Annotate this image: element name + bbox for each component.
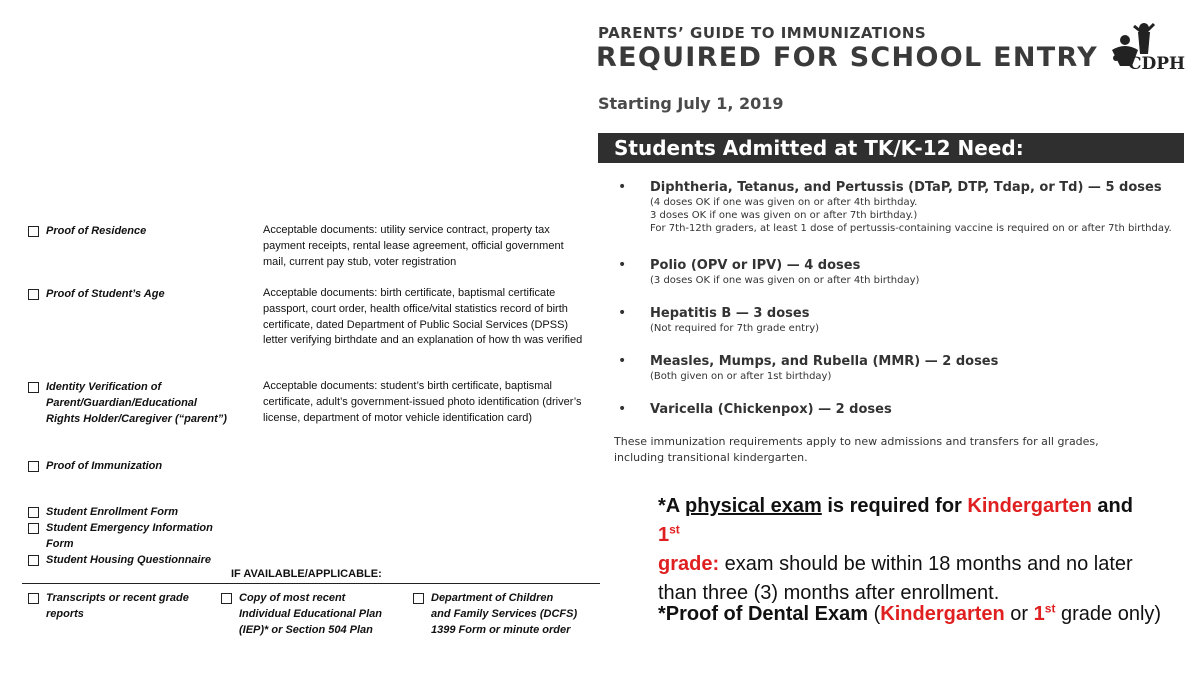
vaccine-note: (Both given on or after 1st birthday) bbox=[650, 371, 832, 382]
checkbox[interactable] bbox=[28, 593, 39, 604]
guide-title: REQUIRED FOR SCHOOL ENTRY bbox=[596, 42, 1098, 73]
guide-banner: Students Admitted at TK/K-12 Need: bbox=[598, 133, 1184, 163]
checkbox[interactable] bbox=[28, 382, 39, 393]
checklist-label: Proof of Immunization bbox=[46, 460, 163, 472]
grade-highlight: grade: bbox=[658, 553, 720, 575]
bullet-icon: • bbox=[618, 305, 627, 321]
vaccine-item bbox=[618, 257, 920, 287]
vaccine-name: Diphtheria, Tetanus, and Pertussis (DTaP, DTP, Tdap, or Td) — 5 doses bbox=[650, 180, 1162, 195]
logo-text: CDPH bbox=[1128, 54, 1186, 74]
checklist-label-line: Parent/Guardian/Educational bbox=[46, 397, 197, 409]
note-text: and bbox=[1091, 495, 1133, 517]
checkbox[interactable] bbox=[28, 461, 39, 472]
checklist-description: Acceptable documents: birth certificate, baptismal certificate passport, court order, health office/vital statistics record of birth certificate, dated Department of Public Social Services (DPSS) letter verifying birthdate and an explanation of how th was verified bbox=[263, 287, 583, 347]
checklist-label-line: Form bbox=[46, 538, 74, 550]
checklist-label-line: Copy of most recent bbox=[239, 592, 346, 604]
checklist-label-line: Individual Educational Plan bbox=[239, 608, 383, 620]
checklist-label: Student Housing Questionnaire bbox=[46, 554, 212, 566]
checkbox[interactable] bbox=[221, 593, 232, 604]
dental-exam-note bbox=[658, 600, 1161, 629]
bullet-icon: • bbox=[618, 353, 627, 369]
note-text: ( bbox=[868, 603, 881, 625]
vaccine-item bbox=[618, 305, 820, 335]
vaccine-name: Varicella (Chickenpox) — 2 doses bbox=[650, 402, 892, 417]
checkbox[interactable] bbox=[413, 593, 424, 604]
checkbox[interactable] bbox=[28, 555, 39, 566]
checklist-label-line: (IEP)* or Section 504 Plan bbox=[239, 624, 373, 636]
kindergarten-highlight: Kindergarten bbox=[880, 603, 1005, 625]
checklist-label: Proof of Residence bbox=[46, 225, 147, 237]
bullet-icon: • bbox=[618, 179, 627, 195]
note-text: or bbox=[1004, 603, 1034, 625]
vaccine-name: Measles, Mumps, and Rubella (MMR) — 2 doses bbox=[650, 354, 999, 369]
checklist-label: Student Enrollment Form bbox=[46, 506, 178, 518]
vaccine-name: Hepatitis B — 3 doses bbox=[650, 306, 810, 321]
checklist-label-line: Student Emergency Information bbox=[46, 522, 213, 534]
note-text: exam should be within 18 months and no later than three (3) months after enrollment. bbox=[658, 553, 1133, 604]
checkbox[interactable] bbox=[28, 289, 39, 300]
checklist-label-line: Identity Verification of bbox=[46, 381, 162, 393]
ordinal-suffix: st bbox=[669, 522, 680, 537]
checkbox[interactable] bbox=[28, 523, 39, 534]
note-text: grade only) bbox=[1055, 603, 1162, 625]
if-available-heading: IF AVAILABLE/APPLICABLE: bbox=[231, 568, 382, 580]
vaccine-item bbox=[618, 401, 892, 417]
vaccine-name: Polio (OPV or IPV) — 4 doses bbox=[650, 258, 861, 273]
checklist-label-line: 1399 Form or minute order bbox=[431, 624, 571, 636]
note-text: *A bbox=[658, 495, 686, 517]
requirements-note bbox=[614, 434, 1099, 466]
bullet-icon: • bbox=[618, 401, 627, 417]
bullet-icon: • bbox=[618, 257, 627, 273]
vaccine-note: (3 doses OK if one was given on or after 4th birthday) bbox=[650, 275, 920, 286]
divider bbox=[22, 583, 600, 584]
requirements-note-line: These immunization requirements apply to new admissions and transfers for all grades, bbox=[614, 435, 1099, 448]
vaccine-note: For 7th-12th graders, at least 1 dose of pertussis-containing vaccine is required on or after 7th birthday. bbox=[650, 223, 1172, 235]
checklist-label: Proof of Student’s Age bbox=[46, 288, 165, 300]
cdph-logo bbox=[1108, 20, 1184, 78]
ordinal-suffix: st bbox=[1044, 601, 1056, 616]
requirements-note-line: including transitional kindergarten. bbox=[614, 451, 808, 464]
physical-exam-note bbox=[658, 492, 1158, 608]
checkbox[interactable] bbox=[28, 507, 39, 518]
vaccine-item bbox=[618, 179, 1172, 236]
physical-exam-link-text: physical exam bbox=[685, 495, 822, 517]
vaccine-item bbox=[618, 353, 999, 383]
checklist-label-line: Rights Holder/Caregiver (“parent”) bbox=[46, 413, 227, 425]
note-text: *Proof of Dental Exam bbox=[658, 603, 869, 625]
guide-date: Starting July 1, 2019 bbox=[598, 94, 784, 113]
checklist-label-line: Transcripts or recent grade bbox=[46, 592, 189, 604]
checklist-label-line: and Family Services (DCFS) bbox=[431, 608, 578, 620]
kindergarten-highlight: Kindergarten bbox=[967, 495, 1092, 517]
guide-subtitle: PARENTS’ GUIDE TO IMMUNIZATIONS bbox=[598, 24, 927, 42]
vaccine-note: 3 doses OK if one was given on or after 7th birthday.) bbox=[650, 210, 918, 222]
checklist-label-line: reports bbox=[46, 608, 84, 620]
checkbox[interactable] bbox=[28, 226, 39, 237]
first-highlight: 1 bbox=[658, 524, 670, 546]
first-highlight: 1 bbox=[1033, 603, 1045, 625]
checklist-description: Acceptable documents: utility service contract, property tax payment receipts, rental lease agreement, official government mail, current pay stub, voter registration bbox=[263, 224, 564, 268]
note-text: is required for bbox=[821, 495, 968, 517]
vaccine-note: (Not required for 7th grade entry) bbox=[650, 323, 820, 334]
checklist-description: Acceptable documents: student’s birth certificate, baptismal certificate, adult’s government-issued photo identification (driver’s license, department of motor vehicle identification card) bbox=[263, 380, 582, 424]
vaccine-note: (4 doses OK if one was given on or after 4th birthday. bbox=[650, 197, 918, 208]
checklist-label-line: Department of Children bbox=[431, 592, 554, 604]
